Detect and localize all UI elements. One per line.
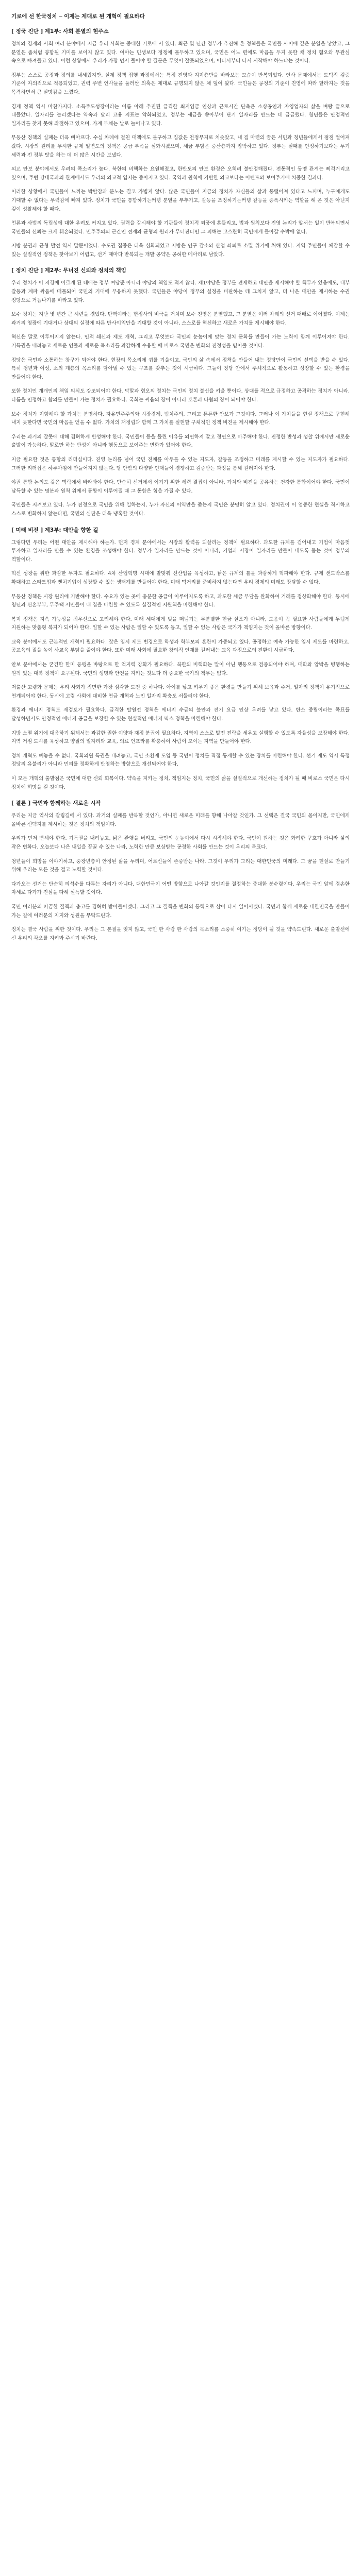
section-heading: [ 미래 비전 ] 제3부: 대안을 향한 길 <box>11 527 99 533</box>
section-1 <box>11 27 350 259</box>
paragraph: 또한 정치인 개개인의 책임 의식도 강조되어야 한다. 막말과 혐오의 정치는 국민의 정치 불신을 키울 뿐이다. 상대를 적으로 규정하고 공격하는 정치가 아니라, 다름을 인정하고 합의를 만들어 가는 정치가 필요하다. 국회는 싸움의 장이 아니라 토론과 타협의 장이 되어야 한다. <box>11 388 350 403</box>
paragraph: 복지 정책은 지속 가능성을 최우선으로 고려해야 한다. 미래 세대에게 빚을 떠넘기는 무분별한 현금 살포가 아니라, 도움이 꼭 필요한 사람들에게 두텁게 지원하는 맞춤형 복지가 되어야 한다. 일할 수 있는 사람은 일할 수 있도록 돕고, 일할 수 없는 사람은 국가가 책임지는 것이 올바른 방향이다. <box>11 616 350 631</box>
paragraph: 부동산 정책의 실패는 더욱 뼈아프다. 수십 차례에 걸친 대책에도 불구하고 집값은 천정부지로 치솟았고, 내 집 마련의 꿈은 서민과 청년들에게서 점점 멀어져 갔다. 시장의 원리를 무시한 규제 일변도의 정책은 공급 부족을 심화시켰으며, 세금 부담은 중산층까지 압박하고 있다. 정부는 실패를 인정하기보다는 투기 세력과 전 정부 탓을 하는 데 더 많은 시간을 보냈다. <box>11 135 350 158</box>
paragraph: 부동산 정책은 시장 원리에 기반해야 한다. 수요가 있는 곳에 충분한 공급이 이루어지도록 하고, 과도한 세금 부담을 완화하여 거래를 정상화해야 한다. 동시에 청년과 신혼부부, 무주택 서민들이 내 집을 마련할 수 있도록 실질적인 지원책을 마련해야 한다. <box>11 594 350 608</box>
paragraph: 지금 필요한 것은 통합의 리더십이다. 진영 논리를 넘어 국민 전체를 아우를 수 있는 지도자, 갈등을 조정하고 미래를 제시할 수 있는 지도자가 필요하다. 그러한 리더십은 하루아침에 만들어지지 않는다. 당 안팎의 다양한 인재들이 경쟁하고 검증받는 과정을 통해 길러져야 한다. <box>11 456 350 471</box>
document-title: 기로에 선 한국정치 ─ 이제는 제대로 된 개혁이 필요하다 <box>11 13 145 20</box>
paragraph: 야권 통합 논의도 같은 맥락에서 바라봐야 한다. 단순히 선거에서 이기기 위한 세력 결집이 아니라, 가치와 비전을 공유하는 건강한 통합이어야 한다. 국민이 납득할 수 있는 명분과 원칙 위에서 통합이 이루어질 때 그 통합은 힘을 가질 수 있다. <box>11 480 350 494</box>
paragraph: 우리는 지금 역사의 갈림길에 서 있다. 과거의 실패를 반복할 것인가, 아니면 새로운 미래를 향해 나아갈 것인가. 그 선택은 결국 국민의 몫이지만, 국민에게 올바른 선택지를 제시하는 것은 정치의 책임이다. <box>11 813 350 827</box>
paragraph: 정당은 국민과 소통하는 창구가 되어야 한다. 현장의 목소리에 귀를 기울이고, 국민의 삶 속에서 정책을 만들어 내는 정당만이 국민의 선택을 받을 수 있다. 특히 청년과 여성, 소외 계층의 목소리를 담아낼 수 있는 구조를 갖추는 것이 시급하다. 그들이 정당 안에서 주체적으로 활동하고 성장할 수 있는 환경을 만들어야 한다. <box>11 357 350 380</box>
paragraph: 그렇다면 우리는 어떤 대안을 제시해야 하는가. 먼저 경제 분야에서는 시장의 활력을 되살리는 정책이 필요하다. 과도한 규제를 걷어내고 기업이 마음껏 투자하고 일자리를 만들 수 있는 환경을 조성해야 한다. 정부가 일자리를 만드는 것이 아니라, 기업과 시장이 일자리를 만들어 내도록 돕는 것이 정부의 역할이다. <box>11 539 350 563</box>
paragraph: 우리는 과거의 잘못에 대해 겸허하게 반성해야 한다. 국민들이 등을 돌린 이유를 외면하지 말고 정면으로 마주해야 한다. 진정한 반성과 성찰 위에서만 새로운 출발이 가능하다. 말로만 하는 반성이 아니라 행동으로 보여주는 변화가 있어야 한다. <box>11 434 350 449</box>
paragraph: 지방 분권과 균형 발전 역시 말뿐이었다. 수도권 집중은 더욱 심화되었고 지방은 인구 감소와 산업 쇠퇴로 소멸 위기에 처해 있다. 지역 주민들이 체감할 수 있는 실질적인 정책은 찾아보기 어렵고, 선거 때마다 반복되는 개발 공약은 공허한 메아리로 남았다. <box>11 243 350 258</box>
paragraph: 보수 정치는 지난 몇 년간 큰 시련을 겪었다. 탄핵이라는 헌정사의 비극을 거치며 보수 진영은 분열했고, 그 분열은 여러 차례의 선거 패배로 이어졌다. 이제는 과거의 영광에 기대거나 상대의 실정에 따른 반사이익만을 기대할 것이 아니라, 스스로를 혁신하고 새로운 가치를 제시해야 한다. <box>11 312 350 326</box>
paragraph: 정치 개혁도 빼놓을 수 없다. 국회의원 특권을 내려놓고, 국민 소환제 도입 등 국민이 정치를 직접 통제할 수 있는 장치를 마련해야 한다. 선거 제도 역시 특정 정당의 유불리가 아니라 민의를 정확하게 반영하는 방향으로 개선되어야 한다. <box>11 753 350 768</box>
paragraph: 혁신 성장을 위한 과감한 투자도 필요하다. 4차 산업혁명 시대에 발맞춰 신산업을 육성하고, 낡은 규제의 틀을 과감하게 혁파해야 한다. 규제 샌드박스를 확대하고 스타트업과 벤처기업이 성장할 수 있는 생태계를 만들어야 한다. 미래 먹거리를 준비하지 않는다면 우리 경제의 미래도 장담할 수 없다. <box>11 571 350 585</box>
paragraph: 국민 여러분의 따끔한 질책과 충고를 겸허히 받아들이겠다. 그리고 그 질책을 변화의 동력으로 삼아 다시 일어서겠다. 국민과 함께 새로운 대한민국을 만들어 가는 길에 여러분의 지지와 성원을 부탁드린다. <box>11 904 350 919</box>
paragraph: 국민들은 지켜보고 있다. 누가 진정으로 국민을 위해 일하는지, 누가 자신의 이익만을 좇는지 국민은 분명히 알고 있다. 정치권이 이 엄중한 현실을 직시하고 스스로 변화하지 않는다면, 국민의 심판은 더욱 냉혹할 것이다. <box>11 502 350 517</box>
section-4 <box>11 799 350 943</box>
paragraph: 이러한 상황에서 국민들이 느끼는 박탈감과 분노는 결코 가볍지 않다. 많은 국민들이 지금의 정치가 자신들의 삶과 동떨어져 있다고 느끼며, 누구에게도 기대할 수 없다는 무력감에 빠져 있다. 정치가 국민을 통합하기는커녕 분열을 부추기고, 갈등을 조정하기는커녕 갈등을 증폭시키는 역할을 해 온 것은 아닌지 깊이 성찰해야 할 때다. <box>11 189 350 212</box>
paragraph: 청년들이 희망을 이야기하고, 중장년층이 안정된 삶을 누리며, 어르신들이 존중받는 나라. 그것이 우리가 그리는 대한민국의 미래다. 그 꿈을 현실로 만들기 위해 우리는 모든 것을 걸고 노력할 것이다. <box>11 858 350 873</box>
paragraph: 정부는 스스로 공정과 정의를 내세웠지만, 실제 정책 집행 과정에서는 특정 진영과 지지층만을 바라보는 모습이 반복되었다. 인사 문제에서는 도덕적 검증 기준이 자의적으로 적용되었고, 권력 주변 인사들을 둘러싼 의혹은 제대로 규명되지 않은 채 덮여 왔다. 국민들은 공정의 기준이 진영에 따라 달라지는 것을 목격하면서 큰 실망감을 느꼈다. <box>11 72 350 95</box>
paragraph: 언론과 사법의 독립성에 대한 우려도 커지고 있다. 권력을 감시해야 할 기관들이 정치적 외풍에 흔들리고, 법과 원칙보다 진영 논리가 앞서는 일이 반복되면서 국민들의 신뢰는 크게 훼손되었다. 민주주의의 근간인 견제와 균형의 원리가 무너진다면 그 피해는 고스란히 국민에게 돌아갈 수밖에 없다. <box>11 221 350 235</box>
section-heading: [ 정국 진단 ] 제1부: 사회 분열의 현주소 <box>11 28 109 35</box>
section-heading: [ 결론 ] 국민과 함께하는 새로운 시작 <box>11 800 101 807</box>
paragraph: 저출산 고령화 문제는 우리 사회가 직면한 가장 심각한 도전 중 하나다. 아이를 낳고 키우기 좋은 환경을 만들기 위해 보육과 주거, 일자리 정책이 유기적으로 연계되어야 한다. 동시에 고령 사회에 대비한 연금 개혁과 노인 일자리 확충도 서둘러야 한다. <box>11 685 350 699</box>
paragraph: 경제 정책 역시 마찬가지다. 소득주도성장이라는 이름 아래 추진된 급격한 최저임금 인상과 근로시간 단축은 소상공인과 자영업자의 삶을 벼랑 끝으로 내몰았다. 일자리를 늘리겠다는 약속과 달리 고용 지표는 악화되었고, 정부는 세금을 쏟아부어 단기 일자리를 만드는 데 급급했다. 청년들은 안정적인 일자리를 찾지 못해 좌절하고 있으며, 가계 부채는 날로 늘어나고 있다. <box>11 104 350 127</box>
paragraph: 혁신은 말로 이루어지지 않는다. 인적 쇄신과 제도 개혁, 그리고 무엇보다 국민의 눈높이에 맞는 정치 문화를 만들어 가는 노력이 함께 이루어져야 한다. 기득권을 내려놓고 새로운 인물과 새로운 목소리를 과감하게 수용할 때 비로소 국민은 변화의 진정성을 믿어줄 것이다. <box>11 334 350 349</box>
section-2 <box>11 266 350 518</box>
paragraph: 외교 안보 분야에서도 우려의 목소리가 높다. 북한의 비핵화는 요원해졌고, 한반도의 안보 환경은 오히려 불안정해졌다. 전통적인 동맹 관계는 삐걱거리고 있으며, 주변 강대국과의 관계에서도 우리의 외교적 입지는 좁아지고 있다. 국익과 원칙에 기반한 외교보다는 이벤트와 보여주기에 치중한 결과다. <box>11 166 350 181</box>
press-release-document <box>11 12 350 948</box>
paragraph: 안보 분야에서는 굳건한 한미 동맹을 바탕으로 한 억지력 강화가 필요하다. 북한의 비핵화는 말이 아닌 행동으로 검증되어야 하며, 대화와 압박을 병행하는 원칙 있는 대북 정책이 요구된다. 국민의 생명과 안전을 지키는 것보다 더 중요한 국가의 책무는 없다. <box>11 662 350 676</box>
section-3 <box>11 526 350 792</box>
paragraph: 환경과 에너지 정책도 재검토가 필요하다. 급격한 탈원전 정책은 에너지 수급의 불안과 전기 요금 인상 우려를 낳고 있다. 탄소 중립이라는 목표를 달성하면서도 안정적인 에너지 공급을 보장할 수 있는 현실적인 에너지 믹스 정책을 마련해야 한다. <box>11 707 350 722</box>
paragraph: 정치는 결국 사람을 위한 것이다. 우리는 그 본질을 잊지 않고, 국민 한 사람 한 사람의 목소리를 소중히 여기는 정당이 될 것을 약속드린다. 새로운 출발선에 선 우리의 각오를 지켜봐 주시기 바란다. <box>11 927 350 941</box>
section-heading: [ 정치 진단 ] 제2부: 무너진 신뢰와 정치의 책임 <box>11 267 126 274</box>
paragraph: 교육 분야에서도 근본적인 개혁이 필요하다. 잦은 입시 제도 변경으로 학생과 학부모의 혼란이 가중되고 있다. 공정하고 예측 가능한 입시 제도를 마련하고, 공교육의 질을 높여 사교육 부담을 줄여야 한다. 또한 미래 사회에 필요한 창의적 인재를 길러내는 교육 과정으로의 전환이 시급하다. <box>11 639 350 654</box>
paragraph: 정치와 경제와 사회 여러 분야에서 지금 우리 사회는 중대한 기로에 서 있다. 최근 몇 년간 정부가 추진해 온 정책들은 국민들 사이에 깊은 분열을 낳았고, 그 분열은 좀처럼 봉합될 기미를 보이지 않고 있다. 여야는 민생보다 정쟁에 몰두하고 있으며, 국민은 어느 편에도 마음을 두지 못한 채 정치 혐오와 무관심 속으로 빠져들고 있다. 이런 상황에서 우리가 가장 먼저 물어야 할 질문은 무엇이 잘못되었으며, 어디서부터 다시 시작해야 하느냐는 것이다. <box>11 41 350 64</box>
paragraph: 보수 정치가 지향해야 할 가치는 분명하다. 자유민주주의와 시장경제, 법치주의, 그리고 튼튼한 안보가 그것이다. 그러나 이 가치들을 현실 정책으로 구현해 내지 못한다면 국민의 마음을 얻을 수 없다. 가치의 재정립과 함께 그 가치를 실현할 구체적인 정책 비전을 제시해야 한다. <box>11 411 350 426</box>
paragraph: 우리 정치가 이 지경에 이르게 된 데에는 정부 여당뿐 아니라 야당의 책임도 적지 않다. 제1야당은 정부를 견제하고 대안을 제시해야 할 책무가 있음에도, 내부 갈등과 계파 싸움에 매몰되어 국민의 기대에 부응하지 못했다. 국민들은 야당이 정부의 실정을 비판하는 데 그치지 않고, 더 나은 대안을 제시하는 수권 정당으로 거듭나기를 바라고 있다. <box>11 280 350 303</box>
paragraph: 다가오는 선거는 단순히 의석수를 다투는 자리가 아니다. 대한민국이 어떤 방향으로 나아갈 것인지를 결정하는 중대한 분수령이다. 우리는 국민 앞에 겸손한 자세로 다가가 진심을 다해 설득할 것이다. <box>11 881 350 896</box>
paragraph: 우리가 먼저 변해야 한다. 기득권을 내려놓고, 낡은 관행을 버리고, 국민의 눈높이에서 다시 시작해야 한다. 국민이 원하는 것은 화려한 구호가 아니라 삶의 작은 변화다. 오늘보다 나은 내일을 꿈꿀 수 있는 나라, 노력한 만큼 보상받는 공정한 사회를 만드는 것이 우리의 목표다. <box>11 836 350 850</box>
paragraph: 이 모든 개혁의 출발점은 국민에 대한 신뢰 회복이다. 약속을 지키는 정치, 책임지는 정치, 국민의 삶을 실질적으로 개선하는 정치가 될 때 비로소 국민은 다시 정치에 희망을 걸 것이다. <box>11 776 350 790</box>
paragraph: 지방 소멸 위기에 대응하기 위해서는 과감한 권한 이양과 재정 분권이 필요하다. 지역이 스스로 발전 전략을 세우고 실행할 수 있도록 자율성을 보장해야 한다. 지역 거점 도시를 육성하고 양질의 일자리와 교육, 의료 인프라를 확충하여 사람이 모이는 지역을 만들어야 한다. <box>11 730 350 745</box>
